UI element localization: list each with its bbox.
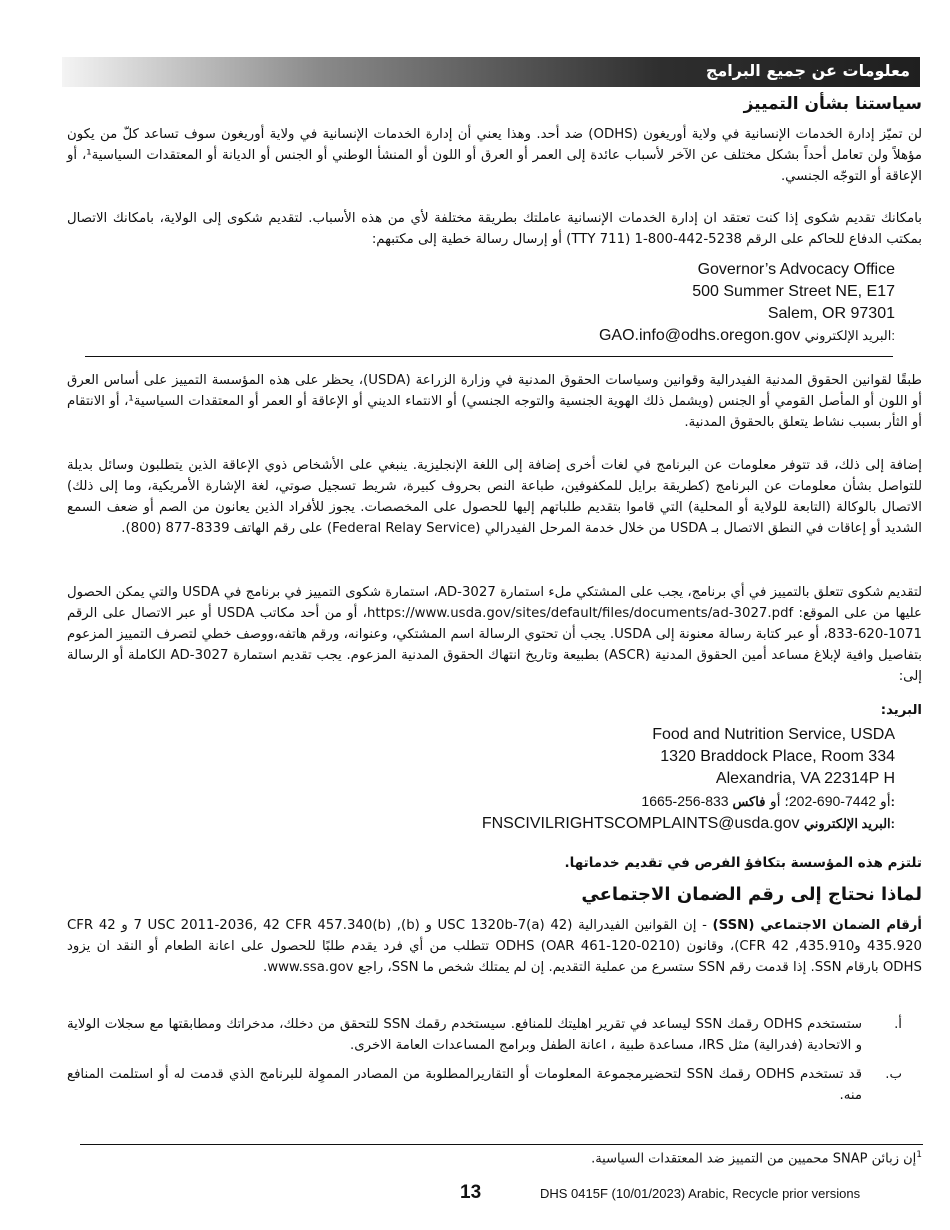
fax-numbers: 1665-256-833 أو 7442-690-202؛ أو: [641, 793, 891, 809]
address-line: 500 Summer Street NE, E17: [692, 283, 895, 300]
email-label: البريد الإلكتروني:: [804, 328, 895, 343]
paragraph-complaint-state: بامكانك تقديم شكوى إذا كنت تعتقد ان إدارة الخدمات الإنسانية عاملتك بطريقة مختلفة لأي من هذه الأسباب. لتقديم شكوى إلى الولاية، بامكانك الاتصال بمكتب الدفاع للحاكم على الرقم 5238-442-800-1 (TTY 711) أو إرسال رسالة خطية إلى مكتبهم:: [67, 211, 922, 247]
ssn-usage-list: [67, 1014, 922, 1106]
page-number: 13: [460, 1182, 482, 1203]
address-email-row: [482, 813, 895, 835]
paragraph-odhs-nondiscrimination: لن تميّز إدارة الخدمات الإنسانية في ولاية أوريغون (ODHS) ضد أحد. وهذا يعني أن إدارة الخدمات الإنسانية في ولاية أوريغون سوف تساعد كلّ من يكون مؤهلاً ولن تعامل أحداً بشكل مختلف عن الآخر لأسباب عائدة إلى العمر أو العرق أو اللون أو المنشأ الوطني أو الجنس أو الديانة أو المعتقدات السياسية¹، أو الإعاقة أو التوجّه الجنسي.: [67, 127, 922, 184]
section-divider: [85, 356, 893, 357]
governor-advocacy-address: [599, 259, 895, 347]
address-line: Alexandria, VA 22314P H: [715, 770, 895, 787]
paragraph-alternate-communication: إضافة إلى ذلك، قد تتوفر معلومات عن البرنامج في لغات أخرى إضافة إلى اللغة الإنجليزية. ينبغي على الأشخاص ذوي الإعاقة الذين يتطلبون وسائل بديلة للتواصل بشأن معلومات عن البرنامج (كطريقة برايل للمكفوفين، طباعة النص بحروف كبيرة، شريط تسجيل صوتي، لغة الإشارة الأمريكية، وما إلى ذلك) الاتصال بالوكالة (التابعة للولاية أو المحلية) التي قاموا بتقديم طلباتهم إليها للحصول على المخصصات. يجوز للأفراد الذين يعانون من الصم أو ضعف السمع الشديد أو إعاقات في النطق الاتصال بـ USDA من خلال خدمة المرحل الفيدرالي (Federal Relay Service) على رقم الهاتف 8339-877 (800).: [67, 458, 922, 536]
list-marker: أ.: [894, 1017, 902, 1032]
footnote-text: إن زبائن SNAP محميين من التمييز ضد المعتقدات السياسية.: [591, 1151, 917, 1167]
address-email-row: [599, 325, 895, 347]
form-code: DHS 0415F (10/01/2023) Arabic, Recycle prior versions: [540, 1186, 861, 1201]
paragraph-usda-nondiscrimination: طبقًا لقوانين الحقوق المدنية الفيدرالية وقوانين وسياسات الحقوق المدنية في وزارة الزراعة (USDA)، يحظر على هذه المؤسسة التمييز على أساس العرق أو اللون أو المأصل القومي أو الجنس (ويشمل ذلك الهوية الجنسية والتوجه الجنسي) أو الانتماء الديني أو الإعاقة أو العمر أو المعتقدات السياسية¹، أو الانتقام أو الثأر بسبب نشاط يتعلق بالحقوق المدنية.: [67, 373, 922, 430]
fax-row: [482, 790, 895, 813]
address-line: Food and Nutrition Service, USDA: [652, 726, 895, 743]
paragraph-ssn-intro: [67, 915, 922, 978]
section-banner: [62, 57, 920, 87]
email-address[interactable]: FNSCIVILRIGHTSCOMPLAINTS@usda.gov: [481, 815, 800, 832]
address-line: Salem, OR 97301: [767, 305, 895, 322]
footnote-marker: 1: [916, 1150, 922, 1160]
list-item-text: قد تستخدم ODHS رقمك SSN لتحضيرمجموعة المعلومات أو التقاريرالمطلوبة من المصادر المموِلة للبرنامج الذي قدمت له أو استلمت المنافع منه.: [67, 1067, 862, 1103]
usda-address: [482, 724, 895, 835]
list-item-text: ستستخدم ODHS رقمك SSN ليساعد في تقرير اهليتك للمنافع. سيستخدم رقمك SSN للتحقق من دخلك، مدخراتك ومطابقتها مع سجلات الولاية و الاتحادية (فدرالية) مثل IRS، مساعدة طبية ، اعانة الطفل وبرامج المساعدات العامة الاخرى.: [67, 1017, 862, 1053]
banner-title: معلومات عن جميع البرامج: [705, 61, 910, 80]
footnote: [591, 1150, 922, 1166]
mail-label: البريد:: [880, 703, 922, 718]
footnote-divider: [80, 1144, 923, 1145]
list-item: [67, 1014, 922, 1056]
list-item: [67, 1064, 922, 1106]
list-marker: ب.: [885, 1067, 902, 1082]
address-line: Governor’s Advocacy Office: [697, 261, 895, 278]
heading-ssn: لماذا نحتاج إلى رقم الضمان الاجتماعي: [581, 884, 922, 905]
ssn-intro-bold: أرقام الضمان الاجتماعي (SSN): [712, 918, 922, 933]
equal-opportunity-statement: تلتزم هذه المؤسسة بتكافؤ الفرص في تقديم خدماتها.: [564, 855, 922, 871]
paragraph-file-complaint: لتقديم شكوى تتعلق بالتمييز في أي برنامج، يجب على المشتكي ملء استمارة AD-3027، استمارة شكوى التمييز في برنامج في USDA والتي يمكن الحصول عليها من على الموقع: https://www.usda.gov/sites/default/files/documents/ad-3027.pdf، أو من أحد مكاتب USDA أو عبر الاتصال على الرقم 1071-620-833، أو عبر كتابة رسالة معنونة إلى USDA. يجب أن تحتوي الرسالة اسم المشتكي، وعنوانه، ورقم هاتفه،ووصف خطي لتصرف التمييز المزعوم بتفاصيل وافية لإبلاغ مساعد أمين الحقوق المدنية (ASCR) بطبيعة وتاريخ انتهاك الحقوق المدنية المزعوم. يجب تقديم استمارة AD-3027 الكاملة أو الرسالة إلى:: [67, 585, 923, 684]
email-label: البريد الإلكتروني:: [803, 816, 895, 831]
heading-discrimination-policy: سياستنا بشأن التمييز: [743, 94, 922, 114]
email-address[interactable]: GAO.info@odhs.oregon.gov: [598, 327, 801, 344]
ssn-intro-text: - إن القوانين الفيدرالية (42 USC 1320b-7(a) و (b), 7 USC 2011-2036, 42 CFR 457.340(b) و 42 CFR 435.920 و435.910, 42 CFR)، وقانون ODHS (OAR 461-120-0210) تتطلب من أي فرد يقدم طلبًا للحصول على اعانة الطعام أو النقد ان يزود ODHS بارقام SSN. إذا قدمت رقم SSN ستسرع من عملية التقديم. إن لم يمتلك شخص ما SSN، راجع www.ssa.gov.: [67, 918, 922, 975]
address-line: 1320 Braddock Place, Room 334: [660, 748, 895, 765]
fax-label: فاكس:: [732, 794, 895, 809]
